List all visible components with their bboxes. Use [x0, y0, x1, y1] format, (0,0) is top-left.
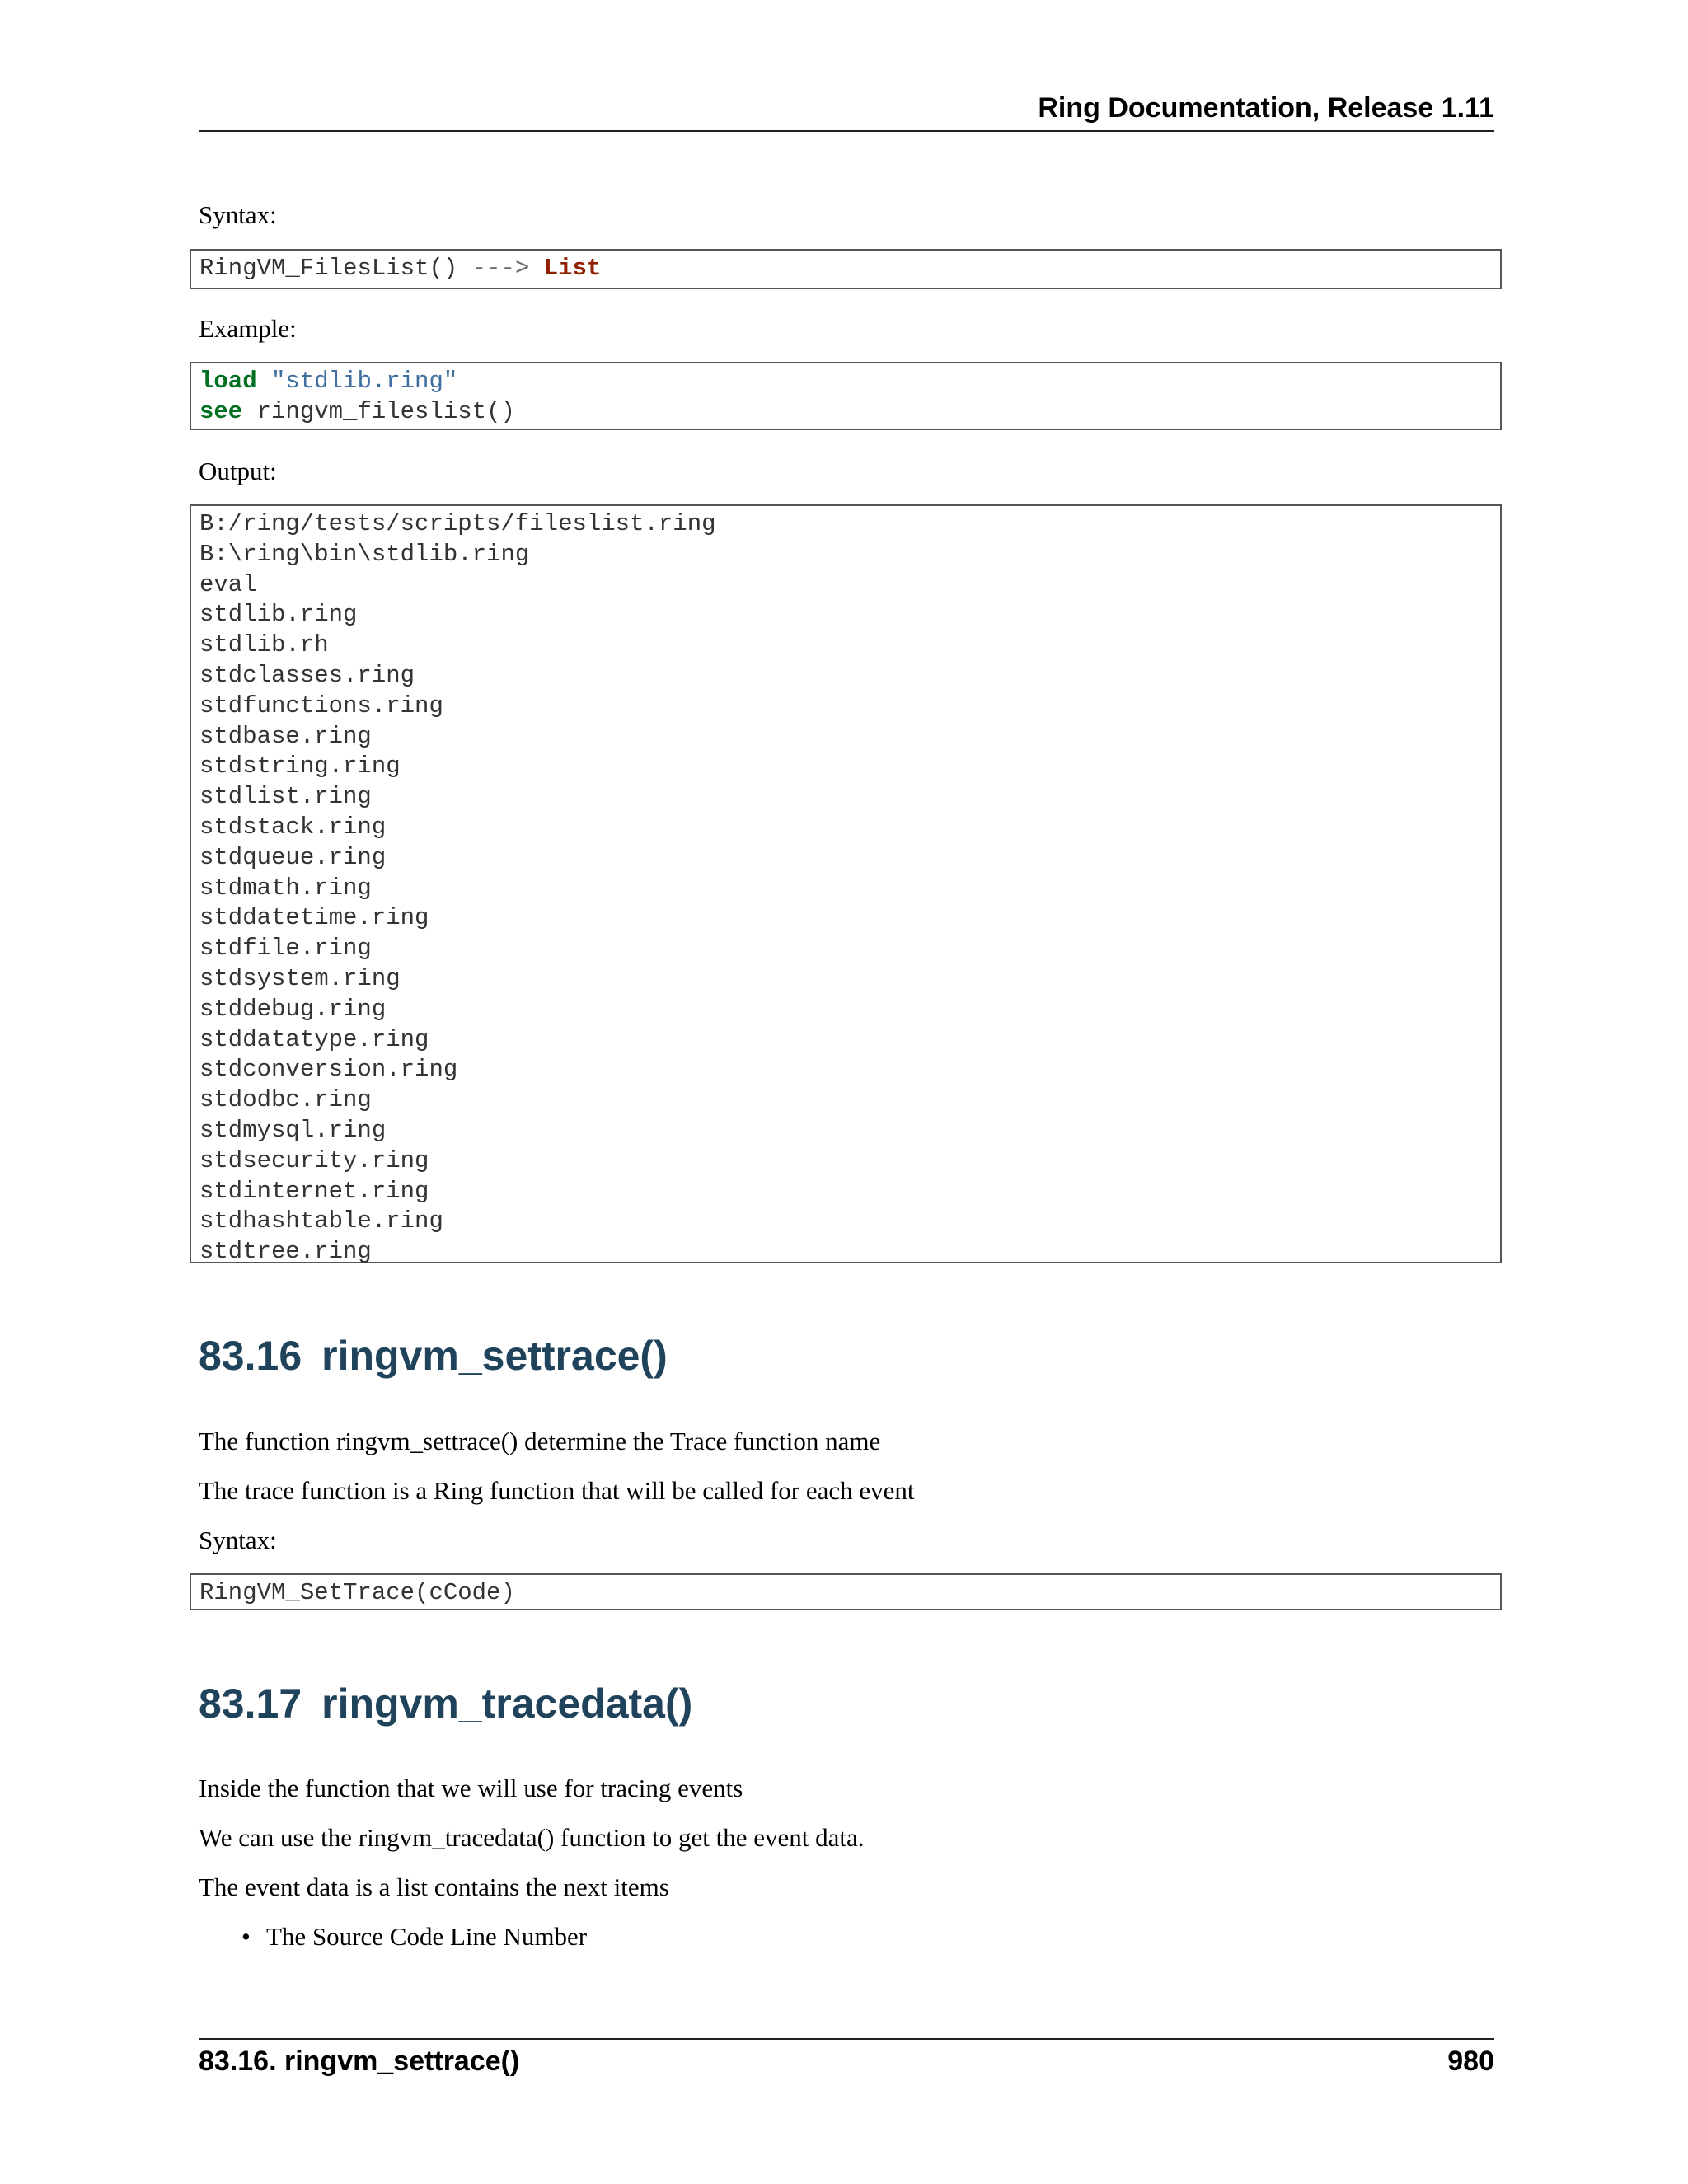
section-heading-tracedata	[199, 1680, 692, 1727]
paragraph: We can use the ringvm_tracedata() function to get the event data.	[199, 1823, 865, 1852]
output-line: stdtree.ring	[199, 1238, 372, 1266]
section-number: 83.16	[199, 1333, 302, 1379]
code-arrow: --->	[471, 255, 530, 282]
code-keyword: see	[199, 397, 243, 425]
section-title: ringvm_tracedata()	[321, 1680, 693, 1727]
section-number: 83.17	[199, 1680, 302, 1727]
code-type: List	[543, 255, 602, 282]
bullet-icon: •	[241, 1922, 251, 1951]
footer-rule	[199, 2038, 1494, 2040]
output-line: stdmath.ring	[199, 874, 372, 902]
code-keyword: load	[199, 368, 257, 395]
output-line: stdstack.ring	[199, 813, 387, 841]
code-func: RingVM_FilesList()	[199, 255, 458, 282]
output-line: stdconversion.ring	[199, 1056, 458, 1084]
output-line: eval	[199, 570, 257, 598]
header-rule	[199, 130, 1494, 132]
output-line: stddebug.ring	[199, 995, 387, 1023]
output-line: B:/ring/tests/scripts/fileslist.ring	[199, 510, 716, 537]
output-line: stdmysql.ring	[199, 1116, 387, 1144]
output-line: stdlib.ring	[199, 601, 358, 629]
output-line: stdlib.rh	[199, 631, 329, 659]
output-line: stdstring.ring	[199, 752, 401, 780]
paragraph: Inside the function that we will use for tracing events	[199, 1774, 743, 1802]
page-number: 980	[1447, 2046, 1494, 2077]
output-line: stdinternet.ring	[199, 1177, 429, 1205]
code-string: "stdlib.ring"	[271, 368, 458, 395]
code-line: RingVM_SetTrace(cCode)	[199, 1579, 515, 1606]
code-line	[199, 397, 1492, 428]
output-line: stdsecurity.ring	[199, 1146, 429, 1174]
output-line: stdlist.ring	[199, 783, 372, 811]
example-label: Example:	[199, 314, 297, 343]
output-line: stdfile.ring	[199, 935, 372, 963]
output-lines	[199, 509, 1492, 1268]
footer-section: 83.16. ringvm_settrace()	[199, 2046, 520, 2077]
output-line: stdqueue.ring	[199, 843, 387, 871]
output-line: stdfunctions.ring	[199, 691, 443, 719]
output-line: stdhashtable.ring	[199, 1207, 443, 1235]
code-line	[199, 254, 1492, 284]
output-line: stdclasses.ring	[199, 661, 415, 689]
output-line: stddatatype.ring	[199, 1025, 429, 1053]
list-item	[241, 1920, 587, 1953]
syntax-label: Syntax:	[199, 200, 277, 229]
list-item-text: The Source Code Line Number	[266, 1922, 588, 1951]
output-line: stdodbc.ring	[199, 1086, 372, 1114]
section-heading-settrace	[199, 1332, 668, 1380]
paragraph: The function ringvm_settrace() determine the Trace function name	[199, 1427, 881, 1455]
output-line: stddatetime.ring	[199, 904, 429, 932]
output-line: B:\ring\bin\stdlib.ring	[199, 540, 530, 568]
syntax-code-block	[190, 1573, 1502, 1610]
output-label: Output:	[199, 457, 277, 485]
output-block	[190, 504, 1502, 1266]
code-call: ringvm_fileslist()	[256, 397, 515, 425]
output-line: stdsystem.ring	[199, 964, 401, 992]
syntax-label: Syntax:	[199, 1526, 277, 1554]
code-line	[199, 367, 1492, 397]
syntax-code-block	[190, 249, 1502, 289]
paragraph: The event data is a list contains the next items	[199, 1872, 669, 1901]
output-line: stdbase.ring	[199, 722, 372, 750]
running-header: Ring Documentation, Release 1.11	[1038, 92, 1494, 124]
paragraph: The trace function is a Ring function that will be called for each event	[199, 1476, 915, 1505]
example-code-block	[190, 362, 1502, 430]
section-title: ringvm_settrace()	[321, 1333, 668, 1379]
